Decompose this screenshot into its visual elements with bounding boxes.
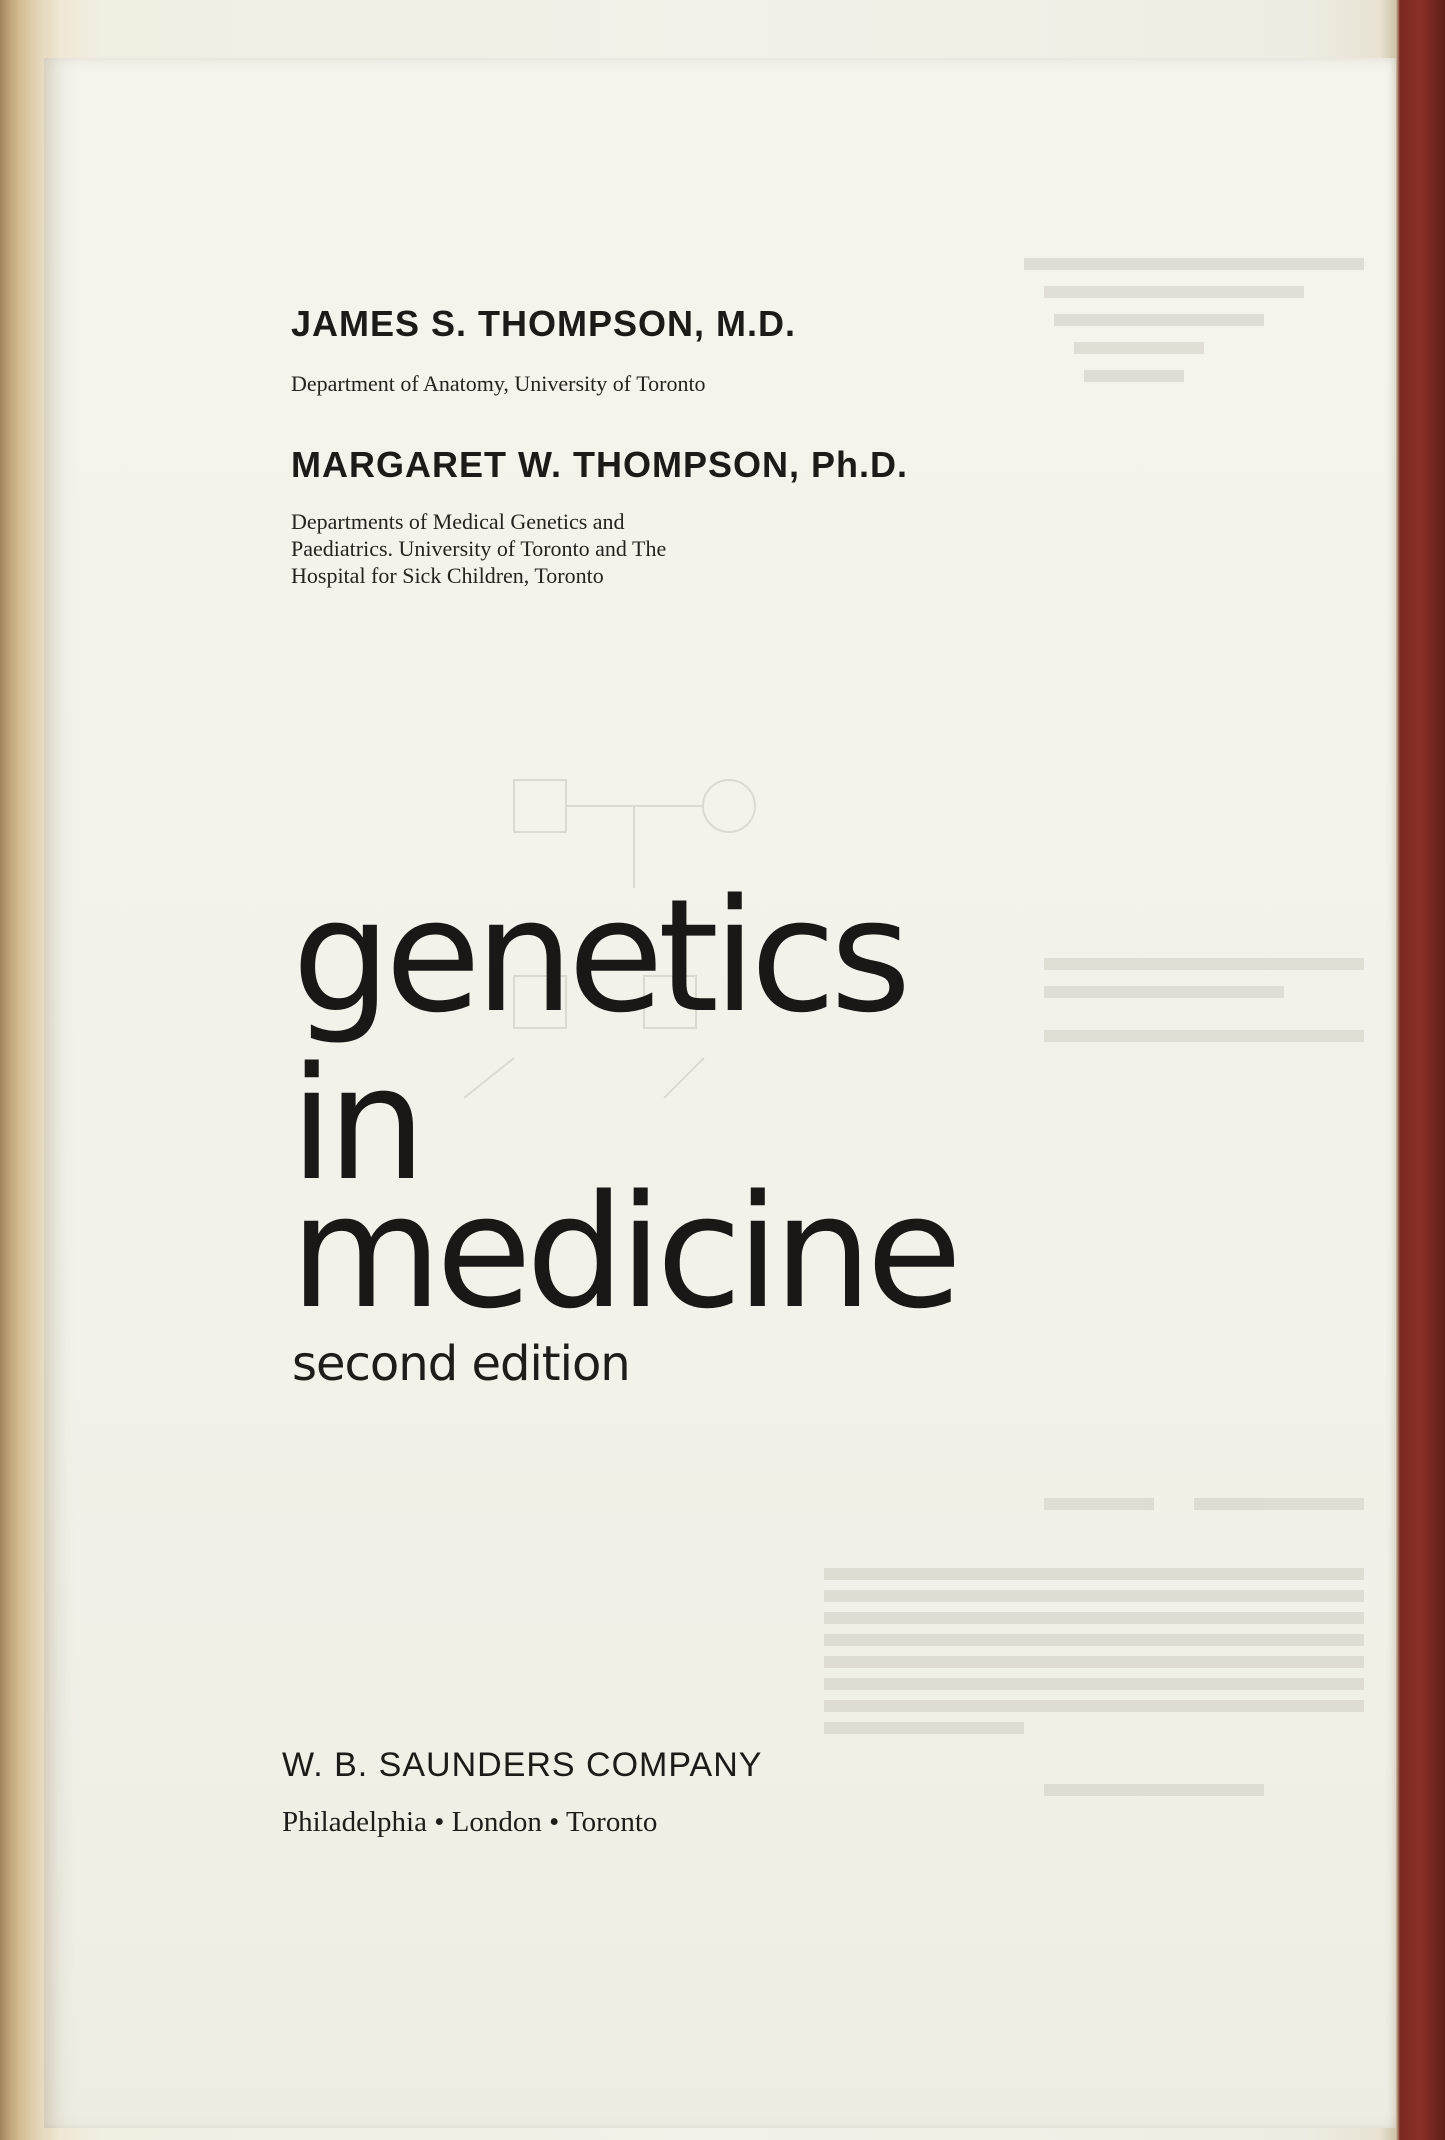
author-1-affiliation [291,370,706,397]
author-2-affiliation-line: Departments of Medical Genetics and [291,509,625,534]
book-title-line-medicine: medicine [290,1161,957,1343]
edition-label: second edition [292,1336,630,1392]
author-2-affiliation-line: Paediatrics. University of Toronto and The [291,536,667,561]
book-title-line-in: in [290,1033,421,1215]
author-1-name: JAMES S. THOMPSON, M.D. [291,303,797,344]
author-2-affiliation [291,508,666,589]
show-through-pedigree-diagram [44,58,1396,2128]
title-page [44,58,1396,2128]
author-2-affiliation-line: Hospital for Sick Children, Toronto [291,563,604,588]
book-spine-edge [0,0,46,2140]
publisher-cities: Philadelphia • London • Toronto [282,1806,658,1838]
book-title-line-genetics: genetics [292,865,906,1047]
publisher-name: W. B. SAUNDERS COMPANY [282,1746,763,1784]
author-1-affiliation-line: Department of Anatomy, University of Toronto [291,371,706,396]
author-2-name: MARGARET W. THOMPSON, Ph.D. [291,444,908,485]
